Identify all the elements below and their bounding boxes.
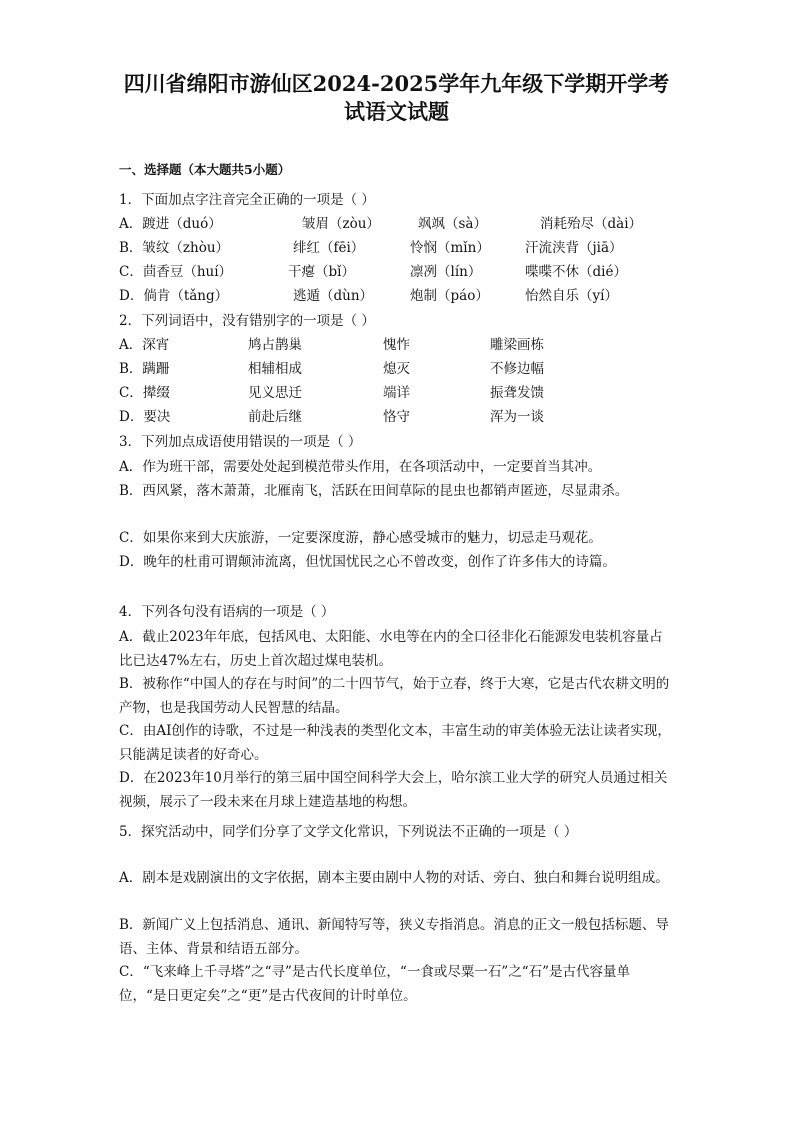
q2-option-c-3: 端详 xyxy=(383,385,410,401)
q1-option-d-3: 炮制（páo） xyxy=(410,288,489,304)
q1-option-c-4: 喋喋不休（dié） xyxy=(525,264,627,280)
q2-option-a-4: 雕梁画栋 xyxy=(490,337,544,353)
q1-option-a-3: 飒飒（sà） xyxy=(418,216,487,232)
q5-option-a: A．剧本是戏剧演出的文字依据，剧本主要由剧中人物的对话、旁白、独白和舞台说明组成。 xyxy=(119,870,669,886)
q2-stem: 2．下列词语中，没有错别字的一项是（ ） xyxy=(119,313,375,329)
q1-option-d-2: 逃遁（dùn） xyxy=(293,288,374,304)
q1-stem: 1．下面加点字注音完全正确的一项是（ ） xyxy=(119,192,375,208)
q2-option-d-3: 恪守 xyxy=(383,409,410,425)
q3-option-a: A．作为班干部，需要处处起到模范带头作用，在各项活动中，一定要首当其冲。 xyxy=(119,459,602,475)
q1-option-b-1: B．皱纹（zhòu） xyxy=(119,240,230,256)
q2-option-d-4: 浑为一谈 xyxy=(490,409,544,425)
q1-option-b-4: 汗流浃背（jiā） xyxy=(525,240,623,256)
q5-option-b: B．新闻广义上包括消息、通讯、新闻特写等，狭义专指消息。消息的正文一般包括标题、导语、主体、背景和结语五部分。 xyxy=(119,917,669,957)
q2-option-c-4: 振聋发馈 xyxy=(490,385,544,401)
q1-option-b-2: 绯红（fēi） xyxy=(293,240,365,256)
q1-option-a-1: A．踱进（duó） xyxy=(119,216,222,232)
section-heading: 一、选择题（本大题共5小题） xyxy=(119,162,291,177)
q1-option-c-2: 干瘪（bǐ） xyxy=(288,264,355,280)
q1-option-b-3: 怜悯（mǐn） xyxy=(410,240,490,256)
q2-option-b-4: 不修边幅 xyxy=(490,361,544,377)
q5-option-c: C．“飞来峰上千寻塔”之“寻”是古代长度单位，“一食或尽粟一石”之“石”是古代容量单位，“是日更定矣”之“更”是古代夜间的计时单位。 xyxy=(119,964,631,1004)
q2-option-b-3: 熄灭 xyxy=(383,361,410,377)
q2-option-c-2: 见义思迁 xyxy=(248,385,302,401)
q4-stem: 4．下列各句没有语病的一项是（ ） xyxy=(119,604,335,620)
q2-option-a-2: 鸠占鹊巢 xyxy=(248,337,302,353)
document-title-line-1: 四川省绵阳市游仙区2024-2025学年九年级下学期开学考 xyxy=(123,71,670,96)
q4-option-c: C．由AI创作的诗歌，不过是一种浅表的类型化文本，丰富生动的审美体验无法让读者实现，只能满足读者的好奇心。 xyxy=(119,723,671,763)
q1-option-c-1: C．茴香豆（huí） xyxy=(119,264,233,280)
q1-option-d-1: D．倘肯（tǎng） xyxy=(119,288,229,304)
q3-stem: 3．下列加点成语使用错误的一项是（ ） xyxy=(119,434,362,450)
q4-option-a: A．截止2023年年底，包括风电、太阳能、水电等在内的全口径非化石能源发电装机容量占比已达47%左右，历史上首次超过煤电装机。 xyxy=(119,629,663,669)
q1-option-c-3: 凛冽（lín） xyxy=(410,264,482,280)
document-title-line-2: 试语文试题 xyxy=(344,99,449,124)
q2-option-c-1: C．撵缀 xyxy=(119,385,170,401)
q3-option-c: C．如果你来到大庆旅游，一定要深度游，静心感受城市的魅力，切忌走马观花。 xyxy=(119,530,602,546)
q5-stem: 5．探究活动中，同学们分享了文学文化常识，下列说法不正确的一项是（ ） xyxy=(119,824,578,840)
q2-option-a-3: 愧怍 xyxy=(383,337,410,353)
q2-option-d-2: 前赴后继 xyxy=(248,409,302,425)
q3-option-b: B．西风紧，落木萧萧，北雁南飞，活跃在田间草际的昆虫也都销声匿迹，尽显肃杀。 xyxy=(119,483,629,499)
q1-option-d-4: 怡然自乐（yí） xyxy=(525,288,618,304)
q1-option-a-2: 皱眉（zòu） xyxy=(302,216,380,232)
q2-option-d-1: D．要决 xyxy=(119,409,171,425)
q1-option-a-4: 消耗殆尽（dài） xyxy=(540,216,643,232)
q4-option-d: D．在2023年10月举行的第三届中国空间科学大会上，哈尔滨工业大学的研究人员通过相关视频，展示了一段未来在月球上建造基地的构想。 xyxy=(119,770,668,810)
q2-option-b-2: 相辅相成 xyxy=(248,361,302,377)
q4-option-b: B．被称作“中国人的存在与时间”的二十四节气，始于立春，终于大寒，它是古代农耕文明的产物，也是我国劳动人民智慧的结晶。 xyxy=(119,676,670,716)
q3-option-d: D．晚年的杜甫可谓颠沛流离，但忧国忧民之心不曾改变，创作了许多伟大的诗篇。 xyxy=(119,554,616,570)
q2-option-b-1: B．蹒跚 xyxy=(119,361,170,377)
q2-option-a-1: A．深宵 xyxy=(119,337,170,353)
